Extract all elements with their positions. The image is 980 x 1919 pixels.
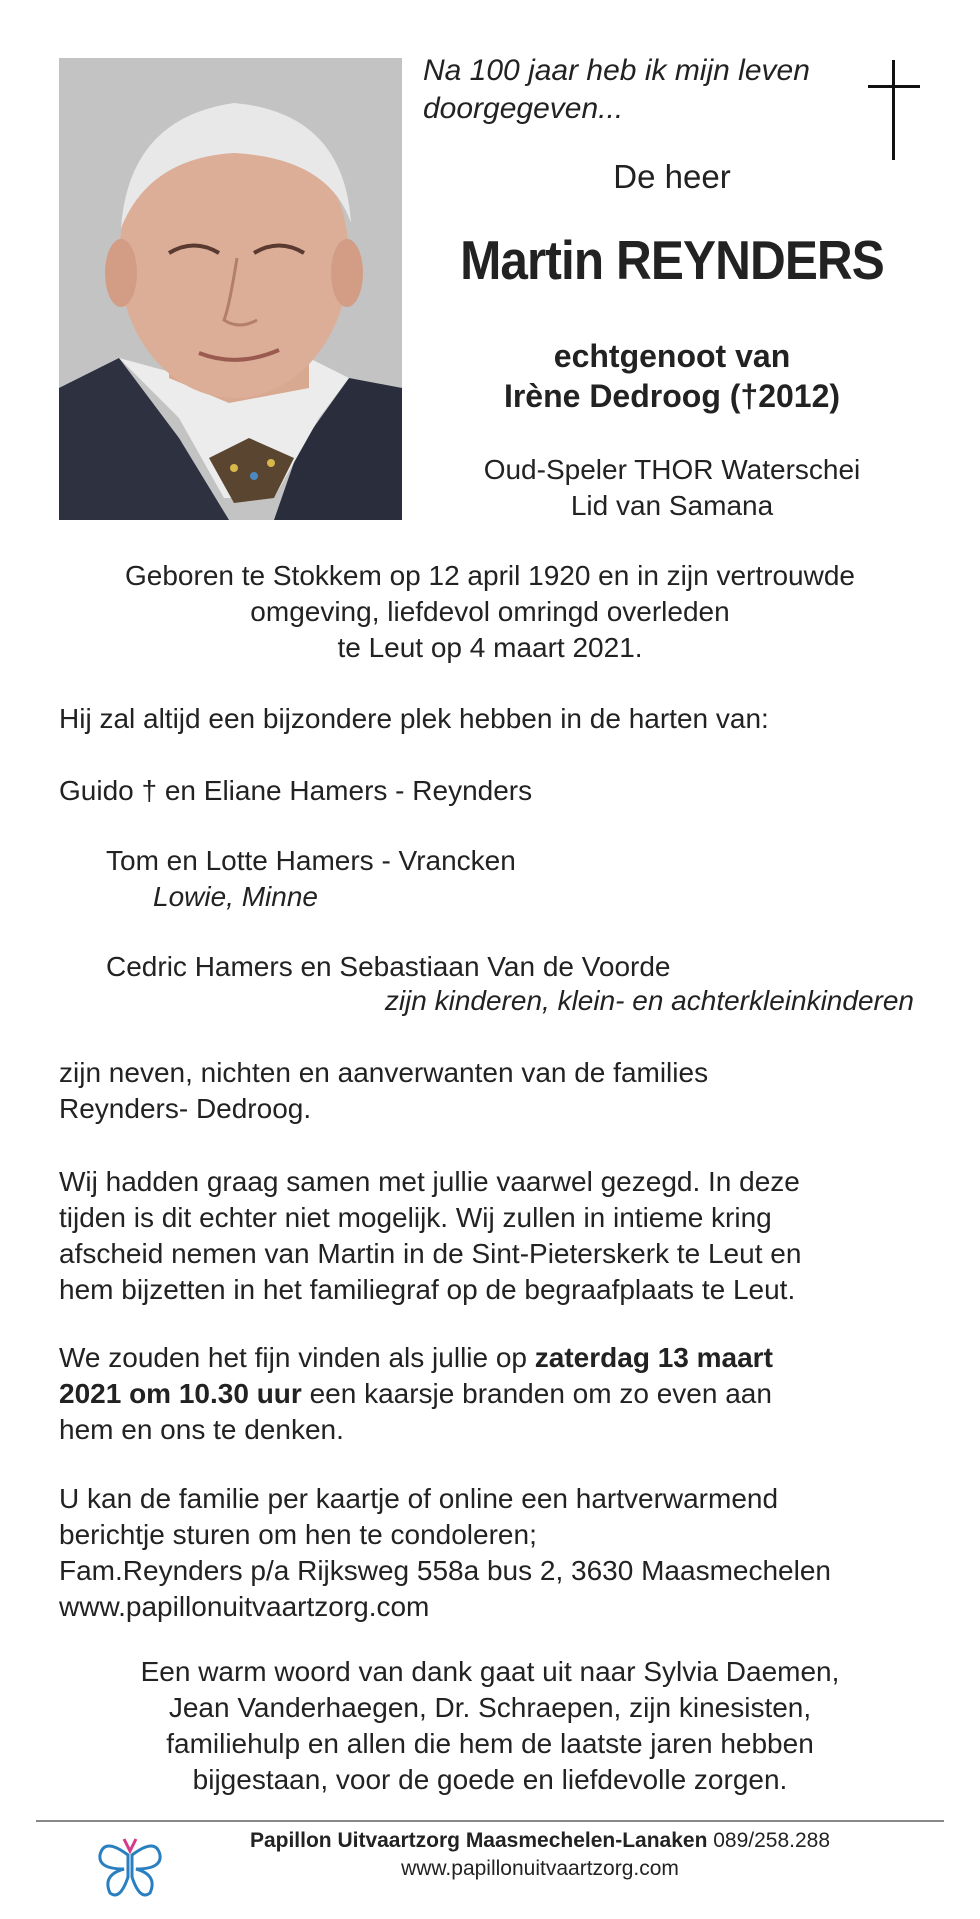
postal-address: Fam.Reynders p/a Rijksweg 558a bus 2, 3630 Maasmechelen [59,1555,831,1586]
family-relation: zijn kinderen, klein- en achterkleinkinderen [384,985,914,1016]
quote-line: Na 100 jaar heb ik mijn leven [423,54,810,87]
text-line: familiehulp en allen die hem de laatste jaren hebben [166,1728,814,1759]
spouse-info [402,336,942,416]
text-line: U kan de familie per kaartje of online een hartverwarmend [59,1483,779,1514]
candle-time: 2021 om 10.30 uur [59,1378,302,1409]
text-line: hem bijzetten in het familiegraf op de begraafplaats te Leut. [59,1274,796,1305]
text-line: Wij hadden graag samen met jullie vaarwel gezegd. In deze [59,1166,800,1197]
candle-post: een kaarsje branden om zo even aan [301,1378,772,1409]
text-line: Geboren te Stokkem op 12 april 1920 en in zijn vertrouwde [125,560,855,591]
text-line: tijden is dit echter niet mogelijk. Wij zullen in intieme kring [59,1202,772,1233]
relatives-text [59,1055,939,1127]
text-line: omgeving, liefdevol omringd overleden [250,596,730,627]
text-line: zijn neven, nichten en aanverwanten van de families [59,1057,709,1088]
opening-quote [423,52,843,128]
text-line: te Leut op 4 maart 2021. [337,632,643,663]
text-line [59,1340,939,1376]
text-line [180,1827,900,1855]
deceased-name: Martin REYNDERS [460,229,884,291]
condolence-text [59,1481,939,1625]
spouse-line: echtgenoot van [553,338,791,374]
roles [402,452,942,524]
family-child: Guido † en Eliane Hamers - Reynders [59,775,533,806]
family-grandchild: Cedric Hamers en Sebastiaan Van de Voorde [106,951,671,982]
cross-icon [868,60,920,160]
portrait-photo [59,58,402,520]
text-line: Jean Vanderhaegen, Dr. Schraepen, zijn kinesisten, [168,1692,812,1723]
text-line: bijgestaan, voor de goede en liefdevolle zorgen. [192,1764,788,1795]
family-intro: Hij zal altijd een bijzondere plek hebben in de harten van: [59,703,769,734]
family-greatgrandchildren: Lowie, Minne [153,881,318,912]
family-grandchild: Tom en Lotte Hamers - Vrancken [106,845,516,876]
text-line: hem en ons te denken. [59,1414,344,1445]
birth-death-text [40,558,940,666]
quote-line: doorgegeven... [423,92,624,125]
phone-number: 089/258.288 [707,1829,831,1852]
spouse-line: Irène Dedroog (†2012) [503,378,841,414]
text-line: afscheid nemen van Martin in de Sint-Pieterskerk te Leut en [59,1238,802,1269]
text-line: Een warm woord van dank gaat uit naar Sylvia Daemen, [140,1656,840,1687]
text-line [59,1376,939,1412]
role-line: Oud-Speler THOR Waterschei [483,454,861,485]
farewell-text [59,1164,939,1308]
footer-divider [36,1820,944,1822]
text-line: Reynders- Dedroog. [59,1093,312,1124]
candle-date: zaterdag 13 maart [534,1342,773,1373]
footer-website-link[interactable]: www.papillonuitvaartzorg.com [401,1857,679,1880]
candle-pre: We zouden het fijn vinden als jullie op [59,1342,535,1373]
salutation: De heer [613,158,731,195]
website-link[interactable]: www.papillonuitvaartzorg.com [59,1591,430,1622]
butterfly-icon [94,1829,166,1901]
role-line: Lid van Samana [570,490,774,521]
company-name: Papillon Uitvaartzorg Maasmechelen-Lanaken [249,1829,708,1852]
candle-text [59,1340,939,1448]
text-line: berichtje sturen om hen te condoleren; [59,1519,537,1550]
thanks-text [40,1654,940,1798]
funeral-home-info [180,1827,900,1883]
